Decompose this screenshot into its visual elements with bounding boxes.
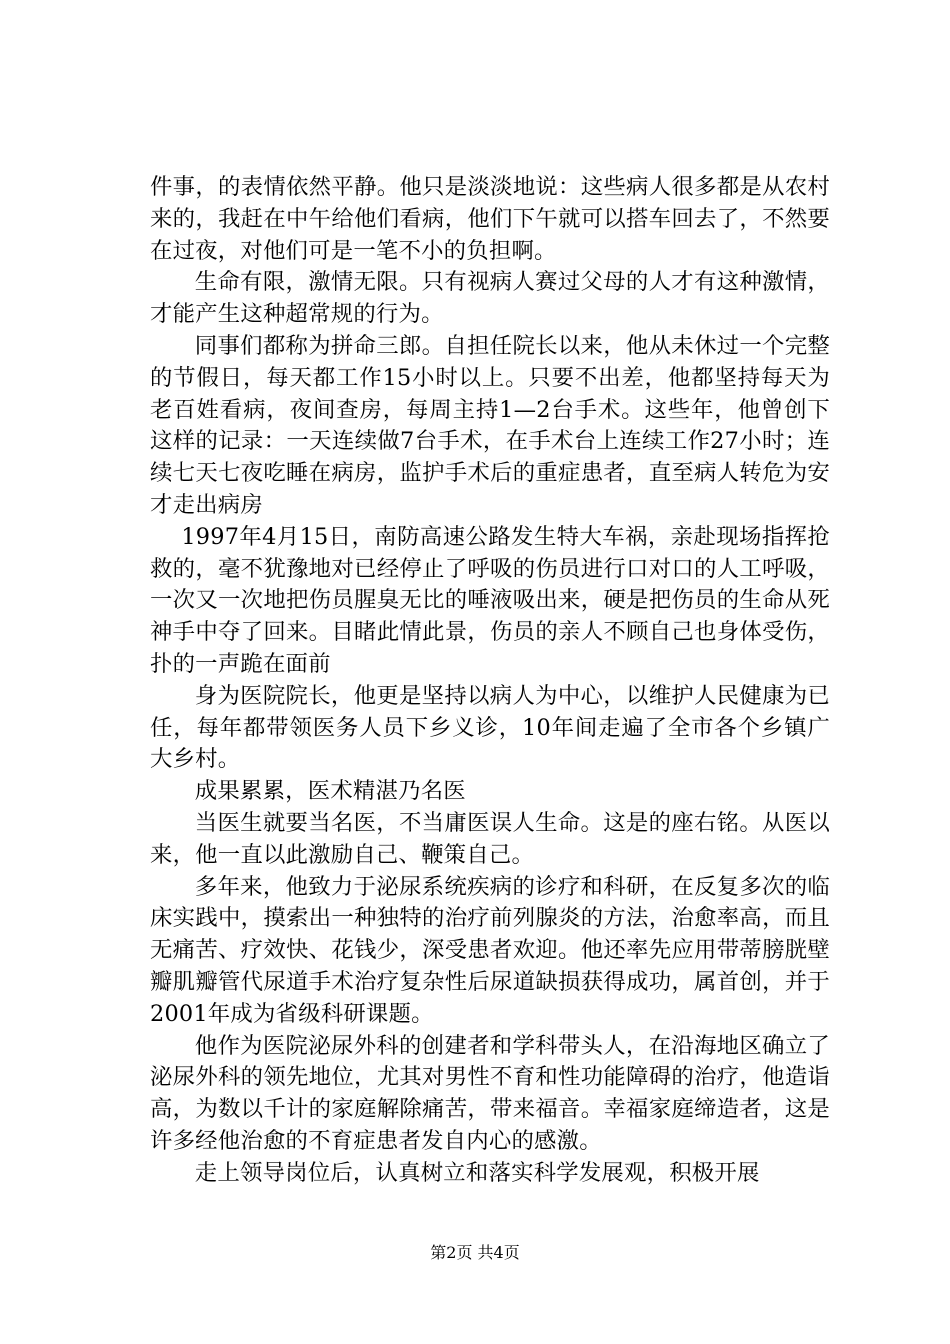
paragraph: 当医生就要当名医，不当庸医误人生命。这是的座右铭。从医以来，他一直以此激励自己、鞭策自己。	[150, 809, 830, 868]
document-body	[150, 172, 830, 1190]
paragraph: 他作为医院泌尿外科的创建者和学科带头人，在沿海地区确立了泌尿外科的领先地位，尤其对男性不育和性功能障碍的治疗，他造诣高，为数以千计的家庭解除痛苦，带来福音。幸福家庭缔造者，这是许多经他治愈的不育症患者发自内心的感激。	[150, 1032, 830, 1154]
paragraph: 身为医院院长，他更是坚持以病人为中心，以维护人民健康为已任，每年都带领医务人员下乡义诊，10年间走遍了全市各个乡镇广大乡村。	[150, 682, 830, 773]
paragraph: 1997年4月15日，南防高速公路发生特大车祸，亲赴现场指挥抢救的，毫不犹豫地对已经停止了呼吸的伤员进行口对口的人工呼吸，一次又一次地把伤员腥臭无比的唾液吸出来，硬是把伤员的生命从死神手中夺了回来。目睹此情此景，伤员的亲人不顾自己也身体受伤，扑的一声跪在面前	[150, 523, 830, 677]
paragraph: 多年来，他致力于泌尿系统疾病的诊疗和科研，在反复多次的临床实践中，摸索出一种独特的治疗前列腺炎的方法，治愈率高，而且无痛苦、疗效快、花钱少，深受患者欢迎。他还率先应用带蒂膀胱壁瓣肌瓣管代尿道手术治疗复杂性后尿道缺损获得成功，属首创，并于2001年成为省级科研课题。	[150, 873, 830, 1027]
page-number-footer: 第2页 共4页	[430, 1243, 520, 1262]
paragraph: 走上领导岗位后，认真树立和落实科学发展观，积极开展	[194, 1159, 760, 1186]
section-heading: 成果累累，医术精湛乃名医	[194, 778, 466, 805]
paragraph-continuation: 件事，的表情依然平静。他只是淡淡地说：这些病人很多都是从农村来的，我赶在中午给他们看病，他们下午就可以搭车回去了，不然要在过夜，对他们可是一笔不小的负担啊。	[150, 174, 830, 264]
paragraph: 生命有限，激情无限。只有视病人赛过父母的人才有这种激情，才能产生这种超常规的行为。	[150, 269, 830, 328]
paragraph: 同事们都称为拼命三郎。自担任院长以来，他从未休过一个完整的节假日，每天都工作15小时以上。只要不出差，他都坚持每天为老百姓看病，夜间查房，每周主持1—2台手术。这些年，他曾创下这样的记录：一天连续做7台手术，在手术台上连续工作27小时；连续七天七夜吃睡在病房，监护手术后的重症患者，直至病人转危为安才走出病房	[150, 332, 830, 518]
